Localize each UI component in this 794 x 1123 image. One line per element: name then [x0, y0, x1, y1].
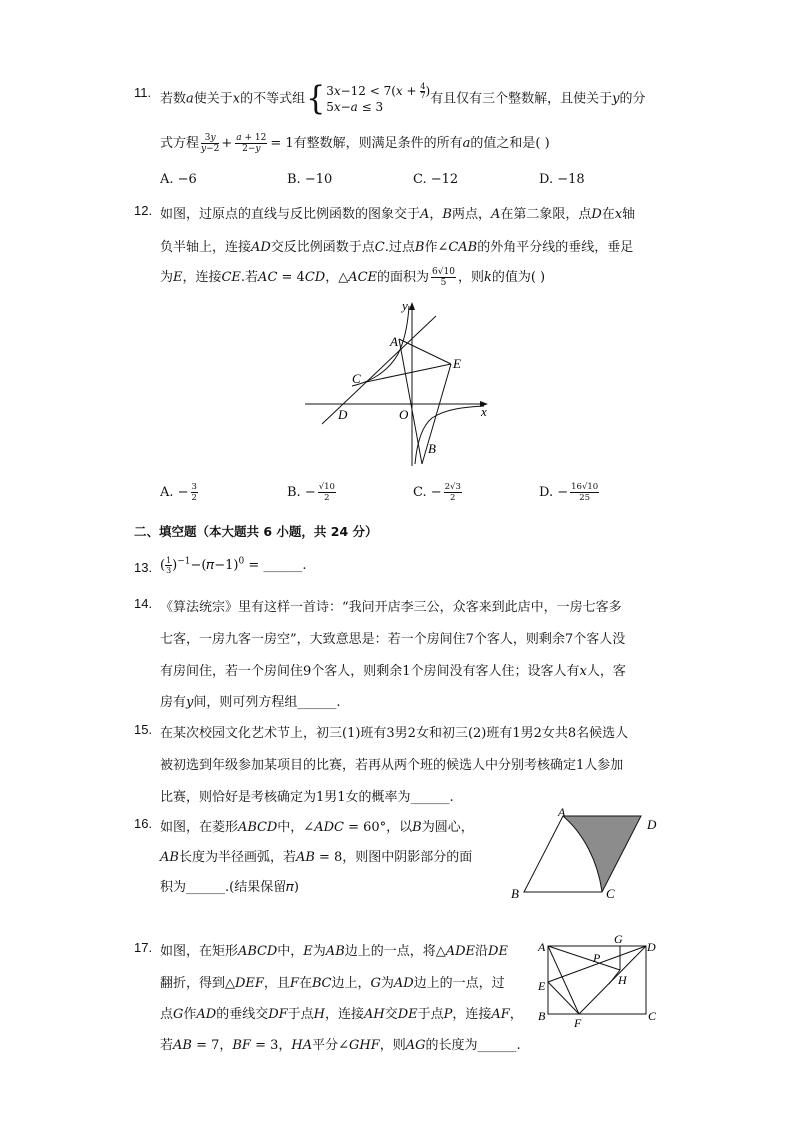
- question-12-line-2: 负半轴上，连接𝐴𝐷交反比例函数于点𝐶.过点𝐵作∠𝐶𝐴𝐵的外角平分线的垂线，垂足: [160, 240, 634, 255]
- q16-label-a: A: [558, 806, 566, 819]
- q12-line-ae: [399, 339, 451, 364]
- q12-choice-c-prefix: C. −: [413, 485, 442, 500]
- q17-label-f: F: [574, 1016, 582, 1030]
- q11-ineq-top: 3𝑥−12 < 7(𝑥 +: [326, 84, 421, 98]
- q11-fraction-1: [201, 133, 219, 154]
- q11-choice-c[interactable]: C. −12: [413, 172, 459, 187]
- question-12-line-1: 如图，过原点的直线与反比例函数的图象交于𝐴，𝐵两点，𝐴在第二象限，点𝐷在𝑥轴: [160, 207, 636, 222]
- q17-label-p: P: [593, 951, 601, 965]
- q17-line-ah: [548, 946, 620, 970]
- question-13-number: 13.: [134, 560, 153, 575]
- q12-area-num: 6√10: [432, 267, 455, 277]
- q12-label-d: D: [338, 407, 348, 422]
- q12-choice-d-fraction: [570, 482, 599, 503]
- question-16-line-2: 𝐴𝐵长度为半径画弧，若𝐴𝐵 = 8，则图中阴影部分的面: [160, 850, 473, 865]
- q17-label-b: B: [538, 1009, 546, 1023]
- q13-answer-blank[interactable]: = ______.: [244, 558, 307, 573]
- q12-choice-a-fraction: [191, 482, 198, 503]
- q11-plus: +: [221, 136, 233, 151]
- question-11-line-2: [160, 132, 550, 154]
- q11-frac2-den: 2−𝑦: [242, 144, 261, 154]
- q11-frac1-num: 3𝑦: [201, 133, 219, 144]
- question-11-number: 11.: [134, 85, 152, 100]
- q12-label-a: A: [390, 334, 398, 349]
- q12-text-a: 为𝐸，连接𝐶𝐸.若𝐴𝐶 = 4𝐶𝐷，△𝐴𝐶𝐸的面积为: [160, 270, 430, 285]
- question-15-line-2: 被初选到年级参加某项目的比赛，若再从两个班的候选人中分别考核确定1人参加: [160, 758, 624, 773]
- question-17-line-3: 点𝐺作𝐴𝐷的垂线交𝐷𝐹于点𝐻，连接𝐴𝐻交𝐷𝐸于点𝑃，连接𝐴𝐹，: [160, 1007, 523, 1022]
- q17-label-e: E: [538, 979, 546, 993]
- q17-label-a: A: [538, 940, 546, 954]
- q11-ineq-frac-den: 7: [420, 91, 426, 100]
- q13-middle: −(𝜋−1): [190, 558, 239, 573]
- question-13-line: [160, 556, 306, 575]
- q16-label-d: D: [647, 817, 657, 832]
- q12-choice-b-den: 2: [324, 493, 330, 503]
- question-12-line-3: [160, 266, 545, 288]
- question-12-number: 12.: [134, 203, 153, 218]
- q12-choice-d-den: 25: [579, 493, 591, 503]
- q11-system-brace: {: [306, 79, 326, 118]
- question-16-line-3: 积为______.(结果保留𝜋): [160, 880, 299, 895]
- q12-hyperbola-lower-branch: [415, 406, 484, 464]
- q13-open-paren: (: [160, 558, 166, 573]
- q12-label-b: B: [428, 441, 436, 456]
- q12-choice-a[interactable]: [160, 482, 198, 503]
- question-15-line-3: 比赛，则恰好是考核确定为1男1女的概率为______.: [160, 790, 454, 805]
- q12-label-c: C: [352, 371, 361, 386]
- q17-line-ef: [548, 982, 579, 1014]
- q11-choice-a[interactable]: A. −6: [160, 172, 197, 187]
- q11-text-d: = 1有整数解，则满足条件的所有𝑎的值之和是( ): [270, 136, 550, 151]
- q11-text-a: 若数𝑎使关于𝑥的不等式组: [160, 91, 306, 107]
- question-17-line-1: 如图，在矩形𝐴𝐵𝐶𝐷中，𝐸为𝐴𝐵边上的一点，将△𝐴𝐷𝐸沿𝐷𝐸: [160, 944, 508, 959]
- q13-frac-den: 3: [166, 566, 172, 575]
- q11-frac1-den: 𝑦−2: [201, 144, 220, 154]
- q12-text-b: ，则𝑘的值为( ): [457, 270, 546, 285]
- q12-y-axis-arrow: [409, 302, 415, 310]
- q12-label-o: O: [399, 407, 409, 422]
- question-14-number: 14.: [134, 596, 153, 611]
- q11-text-c: 式方程: [160, 136, 200, 151]
- q12-line-be: [422, 364, 451, 464]
- q12-choice-d[interactable]: [539, 482, 599, 503]
- question-17-number: 17.: [134, 940, 153, 955]
- q12-label-e: E: [453, 356, 461, 371]
- q16-figure: [508, 806, 670, 906]
- question-15-line-1: 在某次校园文化艺术节上，初三(1)班有3男2女和初三(2)班有1男2女共8名候选人: [160, 726, 629, 741]
- q12-line-ab: [399, 339, 422, 464]
- question-14-line-2: 七客，一房九客一房空”，大致意思是：若一个房间住7个客人，则剩余7个客人没: [160, 632, 626, 647]
- q17-label-d: D: [647, 940, 656, 954]
- q12-area-fraction: [431, 267, 456, 288]
- q12-label-y: y: [402, 298, 408, 313]
- q16-label-c: C: [606, 886, 615, 901]
- q16-label-b: B: [511, 886, 519, 901]
- q12-line-ce: [366, 364, 451, 382]
- q13-exponent-2: 0: [238, 556, 245, 567]
- question-14-line-3: 有房间住，若一个房间住9个客人，则剩余1个房间没有客人住；设客人有𝑥人，客: [160, 664, 626, 679]
- q11-choice-d[interactable]: D. −18: [539, 172, 585, 187]
- q12-choice-b-num: √10: [318, 482, 335, 492]
- question-17-line-4: 若𝐴𝐵 = 7，𝐵𝐹 = 3，𝐻𝐴平分∠𝐺𝐻𝐹，则𝐴𝐺的长度为______.: [160, 1038, 521, 1053]
- q12-choice-a-prefix: A. −: [160, 485, 189, 500]
- q13-close-paren: ): [172, 558, 178, 573]
- question-14-line-4: 房有𝑦间，则可列方程组______.: [160, 695, 341, 710]
- q12-choice-c-den: 2: [450, 493, 456, 503]
- q11-frac2-num: 𝑎 + 12: [236, 133, 267, 143]
- q11-inequality-system: [326, 83, 430, 115]
- question-17-line-2: 翻折，得到△𝐷𝐸𝐹，且𝐹在𝐵𝐶边上，𝐺为𝐴𝐷边上的一点，过: [160, 976, 505, 991]
- question-16-number: 16.: [134, 816, 153, 831]
- q17-label-c: C: [648, 1009, 657, 1023]
- q13-exponent-1: −1: [177, 556, 191, 567]
- q11-text-b: 有且仅有三个整数解，且使关于𝑦的分: [430, 91, 646, 107]
- q11-ineq-bottom: 5𝑥−𝑎 ≤ 3: [326, 100, 384, 114]
- q11-fraction-2: [235, 133, 267, 154]
- q12-choice-c-fraction: [444, 482, 462, 503]
- q12-choice-b[interactable]: [287, 482, 336, 503]
- q12-choice-a-den: 2: [191, 493, 197, 503]
- section-2-title: 二、填空题（本大题共 6 小题，共 24 分）: [134, 524, 378, 539]
- q12-choice-c-num: 2√3: [444, 482, 461, 492]
- q17-figure: [534, 932, 664, 1032]
- q12-choice-b-fraction: [318, 482, 336, 503]
- q12-choice-c[interactable]: [413, 482, 462, 503]
- question-14-line-1: 《算法统宗》里有这样一首诗：“我问开店李三公，众客来到此店中，一房七客多: [160, 600, 622, 615]
- q12-choice-d-prefix: D. −: [539, 485, 569, 500]
- question-11-line-1: [160, 79, 646, 118]
- q12-choice-d-num: 16√10: [571, 482, 599, 492]
- q11-ineq-top-close: ): [425, 84, 431, 98]
- q17-label-g: G: [614, 932, 623, 946]
- q11-ineq-frac-num: 4: [420, 82, 426, 91]
- question-16-line-1: 如图，在菱形𝐴𝐵𝐶𝐷中，∠𝐴𝐷𝐶 = 60°，以𝐵为圆心，: [160, 820, 474, 835]
- q17-label-h: H: [618, 973, 627, 987]
- q12-area-den: 5: [440, 278, 447, 288]
- q12-choice-a-num: 3: [191, 482, 197, 492]
- q12-figure: [300, 294, 500, 470]
- question-15-number: 15.: [134, 722, 153, 737]
- q12-label-x: x: [481, 404, 487, 419]
- q13-frac-num: 1: [166, 556, 172, 565]
- q11-choice-b[interactable]: B. −10: [287, 172, 333, 187]
- q12-choice-b-prefix: B. −: [287, 485, 316, 500]
